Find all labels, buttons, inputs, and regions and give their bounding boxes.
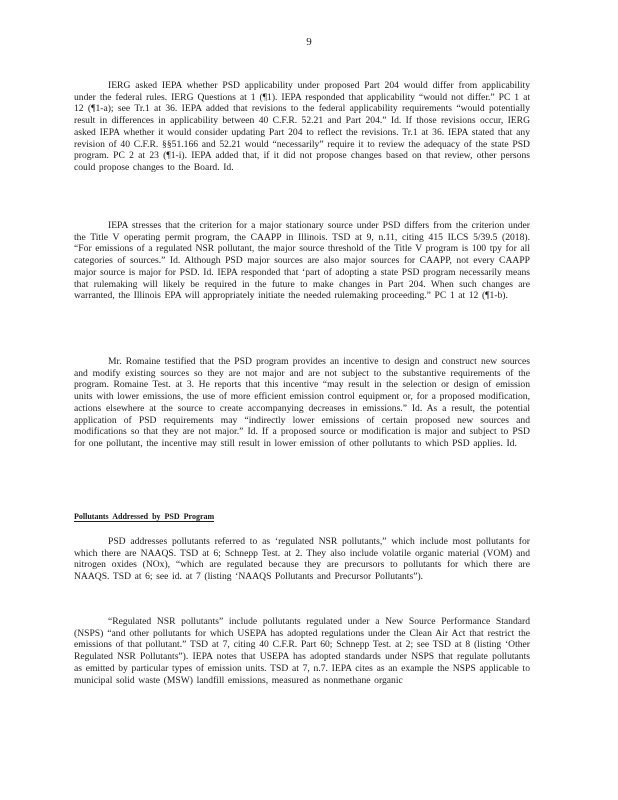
paragraph-major-source-criterion xyxy=(74,220,530,302)
paragraph-text: IEPA stresses that the criterion for a major stationary source under PSD differs from the criterion under the Title V operating permit program, the CAAPP in Illinois. TSD at 9, n.11, citing 415 ILCS 5/39.5 (2018). “For emissions of a regulated NSR pollutant, the major source threshold of the Title V program is 100 tpy for all categories of sources.” Id. Although PSD major sources are also major sources for CAAPP, not every CAAPP major source is major for PSD. Id. IEPA responded that ‘part of adopting a state PSD program necessarily means that rulemaking will likely be required in the future to make changes in Part 204. When such changes are warranted, the Illinois EPA will appropriately initiate the needed rulemaking proceeding.” PC 1 at 12 (¶1-b). xyxy=(74,220,530,302)
page-number: 9 xyxy=(306,36,312,48)
paragraph-romaine-testimony xyxy=(74,356,530,450)
paragraph-nsps-pollutants xyxy=(74,616,530,686)
paragraph-text: IERG asked IEPA whether PSD applicability under proposed Part 204 would differ from applicability under the federal rules. IERG Questions at 1 (¶1). IEPA responded that applicability “would not differ.” PC 1 at 12 (¶1-a); see Tr.1 at 36. IEPA added that revisions to the federal applicability requirements “would potentially result in differences in applicability between 40 C.F.R. 52.21 and Part 204.” Id. If those revisions occur, IERG asked IEPA whether it would consider updating Part 204 to reflect the revisions. Tr.1 at 36. IEPA stated that any revision of 40 C.F.R. §§51.166 and 52.21 would “necessarily” require it to review the adequacy of the state PSD program. PC 2 at 23 (¶1-i). IEPA added that, if it did not propose changes based on that review, other persons could propose changes to the Board. Id. xyxy=(74,80,530,173)
section-heading: Pollutants Addressed by PSD Program xyxy=(74,512,215,521)
paragraph-text: PSD addresses pollutants referred to as ‘regulated NSR pollutants,” which include most pollutants for which there are NAAQS. TSD at 6; Schnepp Test. at 2. They also include volatile organic material (VOM) and nitrogen oxides (NOx), “which are regulated because they are precursors to pollutants for which there are NAAQS. TSD at 6; see id. at 7 (listing ‘NAAQS Pollutants and Precursor Pollutants”). xyxy=(74,536,530,583)
paragraph-ierg-applicability xyxy=(74,80,530,174)
paragraph-regulated-nsr-pollutants xyxy=(74,536,530,583)
paragraph-text: Mr. Romaine testified that the PSD program provides an incentive to design and construct new sources and modify existing sources so they are not major and are not subject to the substantive requirements of the program. Romaine Test. at 3. He reports that this incentive “may result in the selection or design of emission units with lower emissions, the use of more efficient emission control equipment or, for a proposed modification, actions elsewhere at the source to create accompanying decreases in emissions.” Id. As a result, the potential application of PSD requirements may “indirectly lower emissions of certain proposed new sources and modifications so that they are not major.” Id. If a proposed source or modification is major and subject to PSD for one pollutant, the incentive may still result in lower emission of other pollutants to which PSD applies. Id. xyxy=(74,356,530,449)
paragraph-text: “Regulated NSR pollutants” include pollutants regulated under a New Source Performance Standard (NSPS) “and other pollutants for which USEPA has adopted regulations under the Clean Air Act that restrict the emissions of that pollutant.” TSD at 7, citing 40 C.F.R. Part 60; Schnepp Test. at 2; see TSD at 8 (listing ‘Other Regulated NSR Pollutants”). IEPA notes that USEPA has adopted standards under NSPS that regulate pollutants as emitted by particular types of emission units. TSD at 7, n.7. IEPA cites as an example the NSPS applicable to municipal solid waste (MSW) landfill emissions, measured as nonmethane organic xyxy=(74,616,530,686)
